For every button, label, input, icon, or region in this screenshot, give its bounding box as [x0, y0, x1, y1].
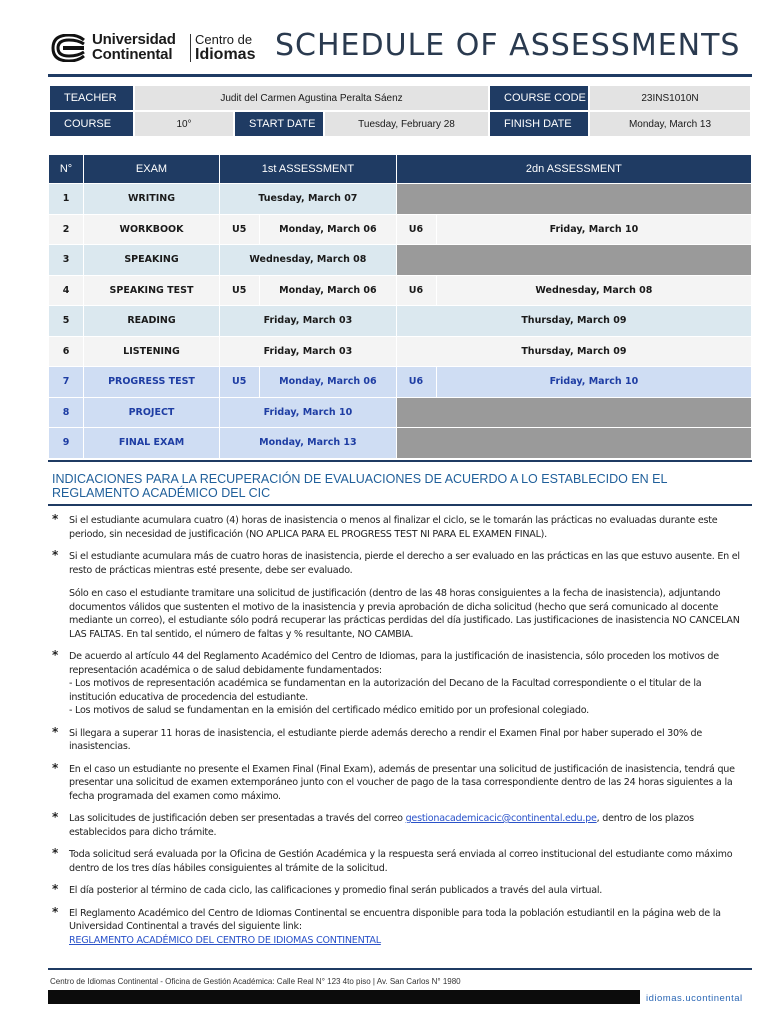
header-rule: [48, 74, 752, 77]
first-unit: U5: [220, 275, 260, 306]
table-row: [49, 245, 752, 276]
bullet-star-icon: *: [52, 512, 59, 526]
second-unit: U6: [396, 367, 436, 398]
start-date-label: START DATE: [234, 111, 324, 137]
second-assessment-date: Thursday, March 09: [396, 336, 751, 367]
first-unit: U5: [220, 367, 260, 398]
first-assessment-date: Friday, March 03: [220, 336, 397, 367]
teacher-value: Judit del Carmen Agustina Peralta Sáenz: [134, 85, 489, 111]
bullet-star-icon: *: [52, 760, 59, 775]
first-assessment-date: Monday, March 06: [260, 367, 397, 398]
exam-name: FINAL EXAM: [84, 428, 220, 459]
table-row: [49, 184, 752, 215]
header: [50, 28, 750, 68]
exam-name: LISTENING: [84, 336, 220, 367]
course-info-table: [48, 84, 752, 138]
list-item: * El día posterior al término de cada ciclo, las calificaciones y promedio final serán publicados a través del aula virtual.: [52, 882, 603, 896]
second-assessment-date: Friday, March 10: [436, 367, 751, 398]
row-number: 8: [49, 397, 84, 428]
table-row: [49, 397, 752, 428]
list-item: * Las solicitudes de justificación deben ser presentadas a través del correo gestionacademicacic@continental.edu.pe, dentro de los plazos establecidos para dicho trámite.: [52, 810, 694, 838]
bullet-star-icon: *: [52, 810, 59, 824]
finish-date-value: Monday, March 13: [589, 111, 751, 137]
exam-name: READING: [84, 306, 220, 337]
row-number: 2: [49, 214, 84, 245]
empty-cell: [396, 184, 751, 215]
indications-rule: [48, 504, 752, 506]
logo-centro-idiomas: Centro de Idiomas: [195, 32, 256, 63]
footer-rule: [48, 968, 752, 970]
exam-name: WORKBOOK: [84, 214, 220, 245]
col-second-assessment: 2dn ASSESSMENT: [396, 155, 751, 184]
start-date-value: Tuesday, February 28: [324, 111, 489, 137]
table-row: [49, 367, 752, 398]
first-assessment-date: Tuesday, March 07: [220, 184, 397, 215]
empty-cell: [396, 428, 751, 459]
footer-address: Centro de Idiomas Continental - Oficina de Gestión Académica: Calle Real N° 123 4to piso | Av. San Carlos N° 1980: [50, 977, 461, 986]
first-assessment-date: Wednesday, March 08: [220, 245, 397, 276]
course-code-label: COURSE CODE: [489, 85, 589, 111]
teacher-label: TEACHER: [49, 85, 134, 111]
table-row: [49, 214, 752, 245]
exam-name: SPEAKING: [84, 245, 220, 276]
exam-name: PROGRESS TEST: [84, 367, 220, 398]
row-number: 4: [49, 275, 84, 306]
finish-date-label: FINISH DATE: [489, 111, 589, 137]
bullet-star-icon: *: [52, 648, 59, 662]
bullet-star-icon: *: [52, 724, 59, 739]
schedule-table: [48, 154, 752, 459]
table-row: [49, 336, 752, 367]
table-row: [49, 275, 752, 306]
course-value: 10°: [134, 111, 234, 137]
col-first-assessment: 1st ASSESSMENT: [220, 155, 397, 184]
list-item: * Toda solicitud será evaluada por la Oficina de Gestión Académica y la respuesta será enviada al correo institucional del estudiante como máximo dentro de los tres días hábiles consiguientes al trámite de la solicitud.: [52, 846, 733, 874]
indications-title: INDICACIONES PARA LA RECUPERACIÓN DE EVALUACIONES DE ACUERDO A LO ESTABLECIDO EN EL REGLAMENTO ACADÉMICO DEL CIC: [52, 472, 667, 500]
bullet-star-icon: *: [52, 548, 59, 562]
logo: [50, 32, 265, 64]
continental-logo-icon: [50, 34, 88, 62]
row-number: 7: [49, 367, 84, 398]
list-item: * Si el estudiante acumulara cuatro (4) horas de inasistencia o menos al finalizar el ciclo, se le tomarán las prácticas no evaluadas durante este periodo, sin necesidad de justificación (NO APLICA PARA EL PROGRESS TEST NI PARA EL EXAMEN FINAL).: [52, 512, 718, 540]
footer-bar: [48, 990, 640, 1004]
bullet-star-icon: *: [52, 882, 59, 896]
bullet-star-icon: *: [52, 904, 59, 919]
empty-cell: [396, 245, 751, 276]
second-unit: U6: [396, 275, 436, 306]
empty-cell: [396, 397, 751, 428]
second-unit: U6: [396, 214, 436, 245]
course-code-value: 23INS1010N: [589, 85, 751, 111]
email-link[interactable]: gestionacademicacic@continental.edu.pe: [405, 813, 597, 824]
row-number: 9: [49, 428, 84, 459]
col-exam: EXAM: [84, 155, 220, 184]
bullet-star-icon: *: [52, 846, 59, 860]
logo-university-name: Universidad Continental: [92, 31, 176, 63]
list-item: * En el caso un estudiante no presente el Examen Final (Final Exam), además de presentar una solicitud de justificación de inasistencia, tendrá que presentar una solicitud de examen extemporáneo junto con el voucher de pago de la tasa correspondiente dentro de las 24 horas siguientes a la fecha programada del examen como máximo.: [52, 760, 735, 802]
first-assessment-date: Friday, March 10: [220, 397, 397, 428]
schedule-rule: [48, 460, 752, 462]
first-assessment-date: Monday, March 06: [260, 275, 397, 306]
first-assessment-date: Monday, March 06: [260, 214, 397, 245]
second-assessment-date: Wednesday, March 08: [436, 275, 751, 306]
table-row: [49, 306, 752, 337]
exam-name: WRITING: [84, 184, 220, 215]
exam-name: PROJECT: [84, 397, 220, 428]
first-assessment-date: Friday, March 03: [220, 306, 397, 337]
regulation-link[interactable]: REGLAMENTO ACADÉMICO DEL CENTRO DE IDIOMAS CONTINENTAL: [69, 934, 381, 946]
schedule-header-row: [49, 155, 752, 184]
second-assessment-date: Friday, March 10: [436, 214, 751, 245]
first-assessment-date: Monday, March 13: [220, 428, 397, 459]
course-label: COURSE: [49, 111, 134, 137]
list-item: * Si llegara a superar 11 horas de inasistencia, el estudiante pierde además derecho a rendir el Examen Final por haber superado el 30% de inasistencias.: [52, 724, 703, 752]
list-item: * El Reglamento Académico del Centro de Idiomas Continental se encuentra disponible para toda la población estudiantil en la página web de la Universidad Continental a través del siguiente link: REGLAMENTO ACADÉMICO DEL CENTRO DE IDIOMAS CONTINENTAL: [52, 904, 721, 946]
col-number: N°: [49, 155, 84, 184]
second-assessment-date: Thursday, March 09: [396, 306, 751, 337]
table-row: [49, 428, 752, 459]
indications-list: [50, 514, 750, 956]
row-number: 6: [49, 336, 84, 367]
list-item: * Si el estudiante acumulara más de cuatro horas de inasistencia, pierde el derecho a ser evaluado en las prácticas en las que estuvo ausente. En el resto de prácticas mientras esté presente, debe ser evaluado. Sólo en caso el estudiante tramitare una solicitud de justificación (dentro de las 48 horas consiguientes a la fecha de inasistencia), adjuntando documentos válidos que sustenten el motivo de la inasistencia y previa aprobación de dicha solicitud (hecho que será comunicado al docente mediante un correo), el estudiante sólo podrá recuperar las prácticas perdidas del día justificado. Las justificaciones de inasistencia NO CANCELAN LAS FALTAS. En tal sentido, el número de faltas y % resultante, NO CAMBIA.: [52, 548, 740, 640]
row-number: 5: [49, 306, 84, 337]
row-number: 3: [49, 245, 84, 276]
row-number: 1: [49, 184, 84, 215]
footer-website-link[interactable]: idiomas.ucontinental: [646, 993, 743, 1004]
page-title: SCHEDULE OF ASSESSMENTS: [275, 28, 741, 63]
exam-name: SPEAKING TEST: [84, 275, 220, 306]
first-unit: U5: [220, 214, 260, 245]
list-item: * De acuerdo al artículo 44 del Reglamento Académico del Centro de Idiomas, para la justificación de inasistencia, sólo proceden los motivos de representación académica o de salud debidamente fundamentados: - Los motivos de representación académica se fundamentan en la autorización del Decano de la Facultad correspondiente o el titular de la institución educativa de procedencia del estudiante. - Los motivos de salud se fundamentan en la emisión del certificado médico emitido por un profesional colegiado.: [52, 648, 719, 716]
